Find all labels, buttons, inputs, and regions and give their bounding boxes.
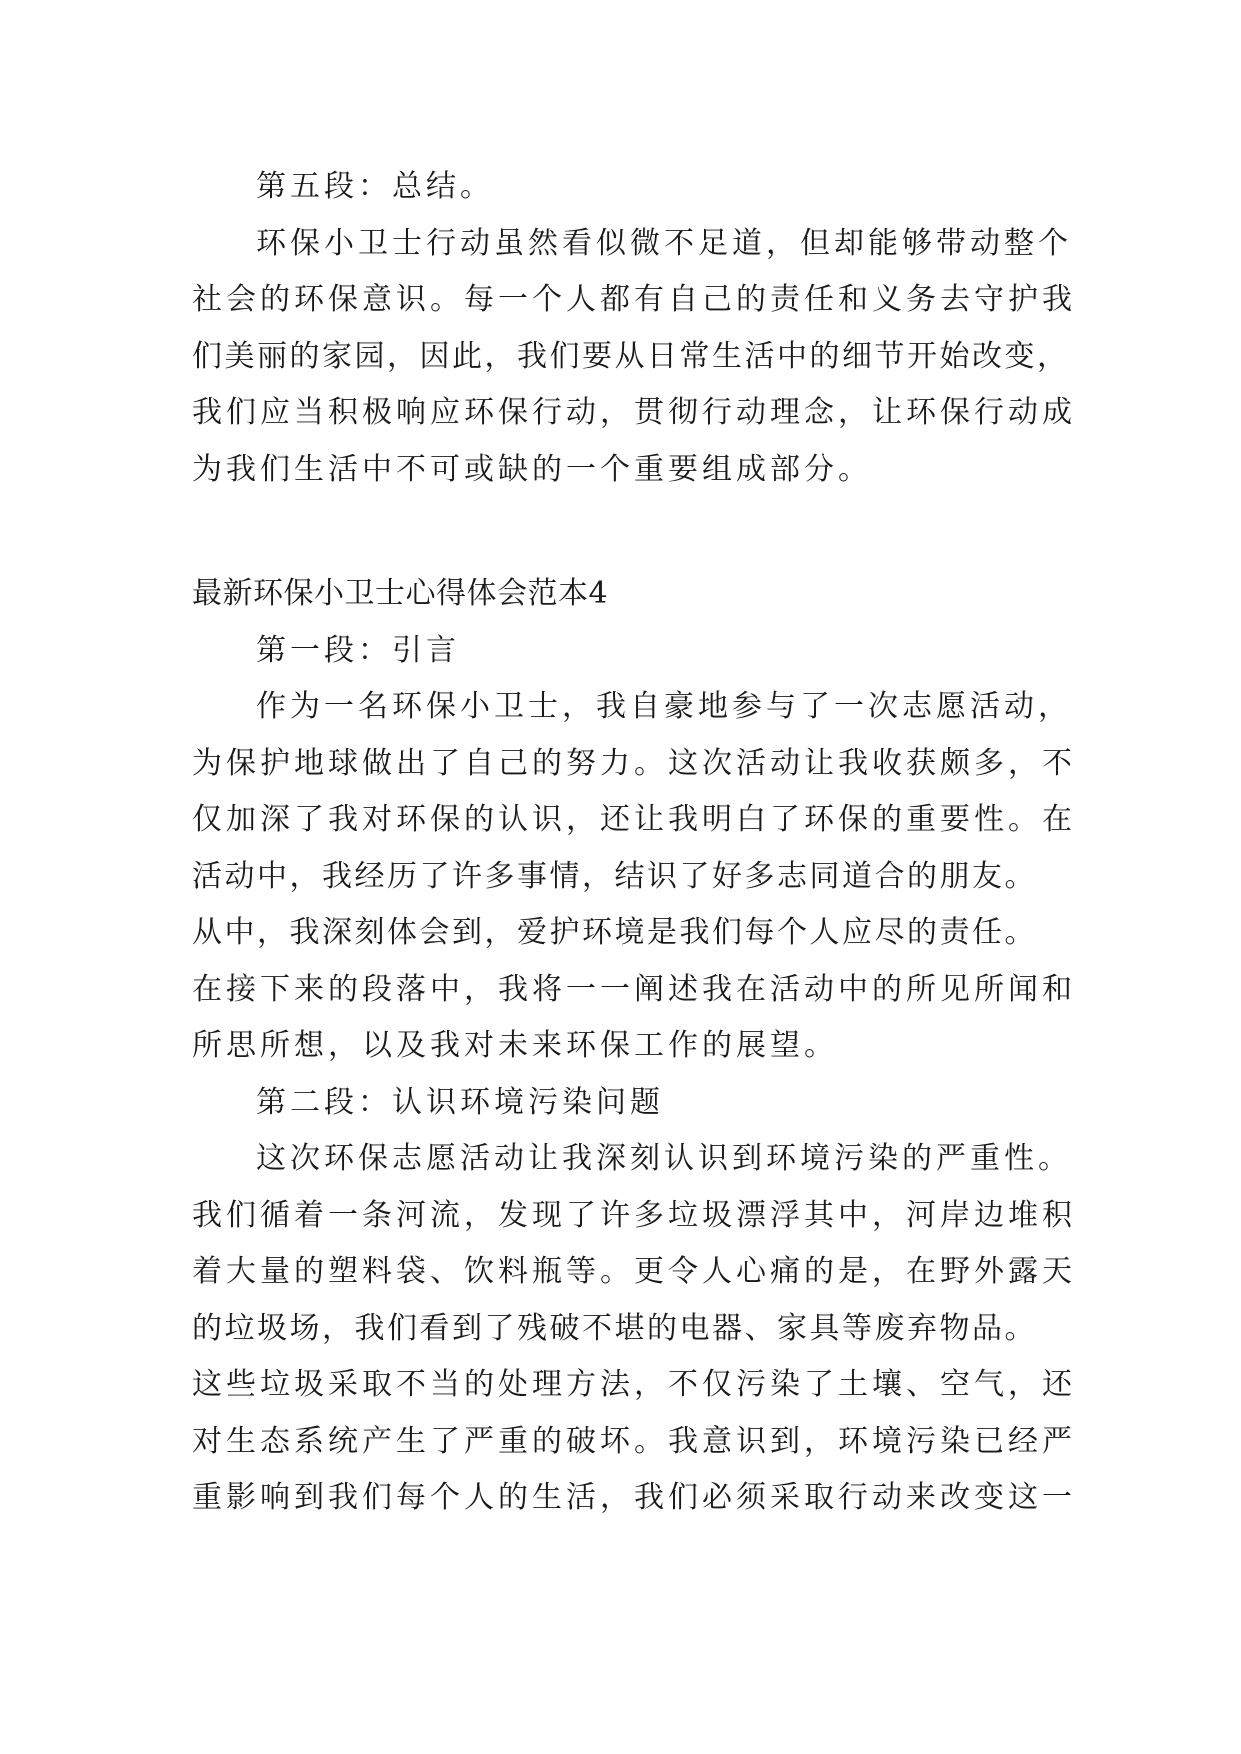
paragraph-line: 的垃圾场，我们看到了残破不堪的电器、家具等废弃物品。 (192, 1311, 1037, 1346)
paragraph-line: 这些垃圾采取不当的处理方法，不仅污染了土壤、空气，还 (192, 1367, 1076, 1402)
paragraph-line: 作为一名环保小卫士，我自豪地参与了一次志愿活动， (256, 689, 1072, 724)
paragraph-line: 重影响到我们每个人的生活，我们必须采取行动来改变这一 (192, 1480, 1076, 1515)
section-heading: 第二段：认识环境污染问题 (256, 1085, 664, 1120)
paragraph-line: 在接下来的段落中，我将一一阐述我在活动中的所见所闻和 (192, 972, 1076, 1007)
section-heading: 第一段：引言 (256, 633, 460, 668)
paragraph-line: 我们循着一条河流，发现了许多垃圾漂浮其中，河岸边堆积 (192, 1198, 1076, 1233)
section-heading: 第五段：总结。 (256, 169, 494, 204)
paragraph-line: 活动中，我经历了许多事情，结识了好多志同道合的朋友。 (192, 859, 1037, 894)
paragraph-line: 我们应当积极响应环保行动，贯彻行动理念，让环保行动成 (192, 395, 1076, 430)
paragraph-line: 对生态系统产生了严重的破坏。我意识到，环境污染已经严 (192, 1424, 1076, 1459)
paragraph-line: 仅加深了我对环保的认识，还让我明白了环保的重要性。在 (192, 802, 1076, 837)
paragraph-line: 环保小卫士行动虽然看似微不足道，但却能够带动整个 (256, 226, 1072, 261)
article-title: 最新环保小卫士心得体会范本4 (192, 576, 609, 611)
paragraph-line: 着大量的塑料袋、饮料瓶等。更令人心痛的是，在野外露天 (192, 1254, 1076, 1289)
paragraph-line: 社会的环保意识。每一个人都有自己的责任和义务去守护我 (192, 282, 1076, 317)
paragraph-line: 为保护地球做出了自己的努力。这次活动让我收获颇多，不 (192, 746, 1076, 781)
paragraph-line: 们美丽的家园，因此，我们要从日常生活中的细节开始改变， (192, 339, 1070, 374)
paragraph-line: 所思所想，以及我对未来环保工作的展望。 (192, 1028, 838, 1063)
paragraph-line: 为我们生活中不可或缺的一个重要组成部分。 (192, 452, 872, 487)
paragraph-line: 从中，我深刻体会到，爱护环境是我们每个人应尽的责任。 (192, 915, 1037, 950)
paragraph-line: 这次环保志愿活动让我深刻认识到环境污染的严重性。 (256, 1141, 1072, 1176)
